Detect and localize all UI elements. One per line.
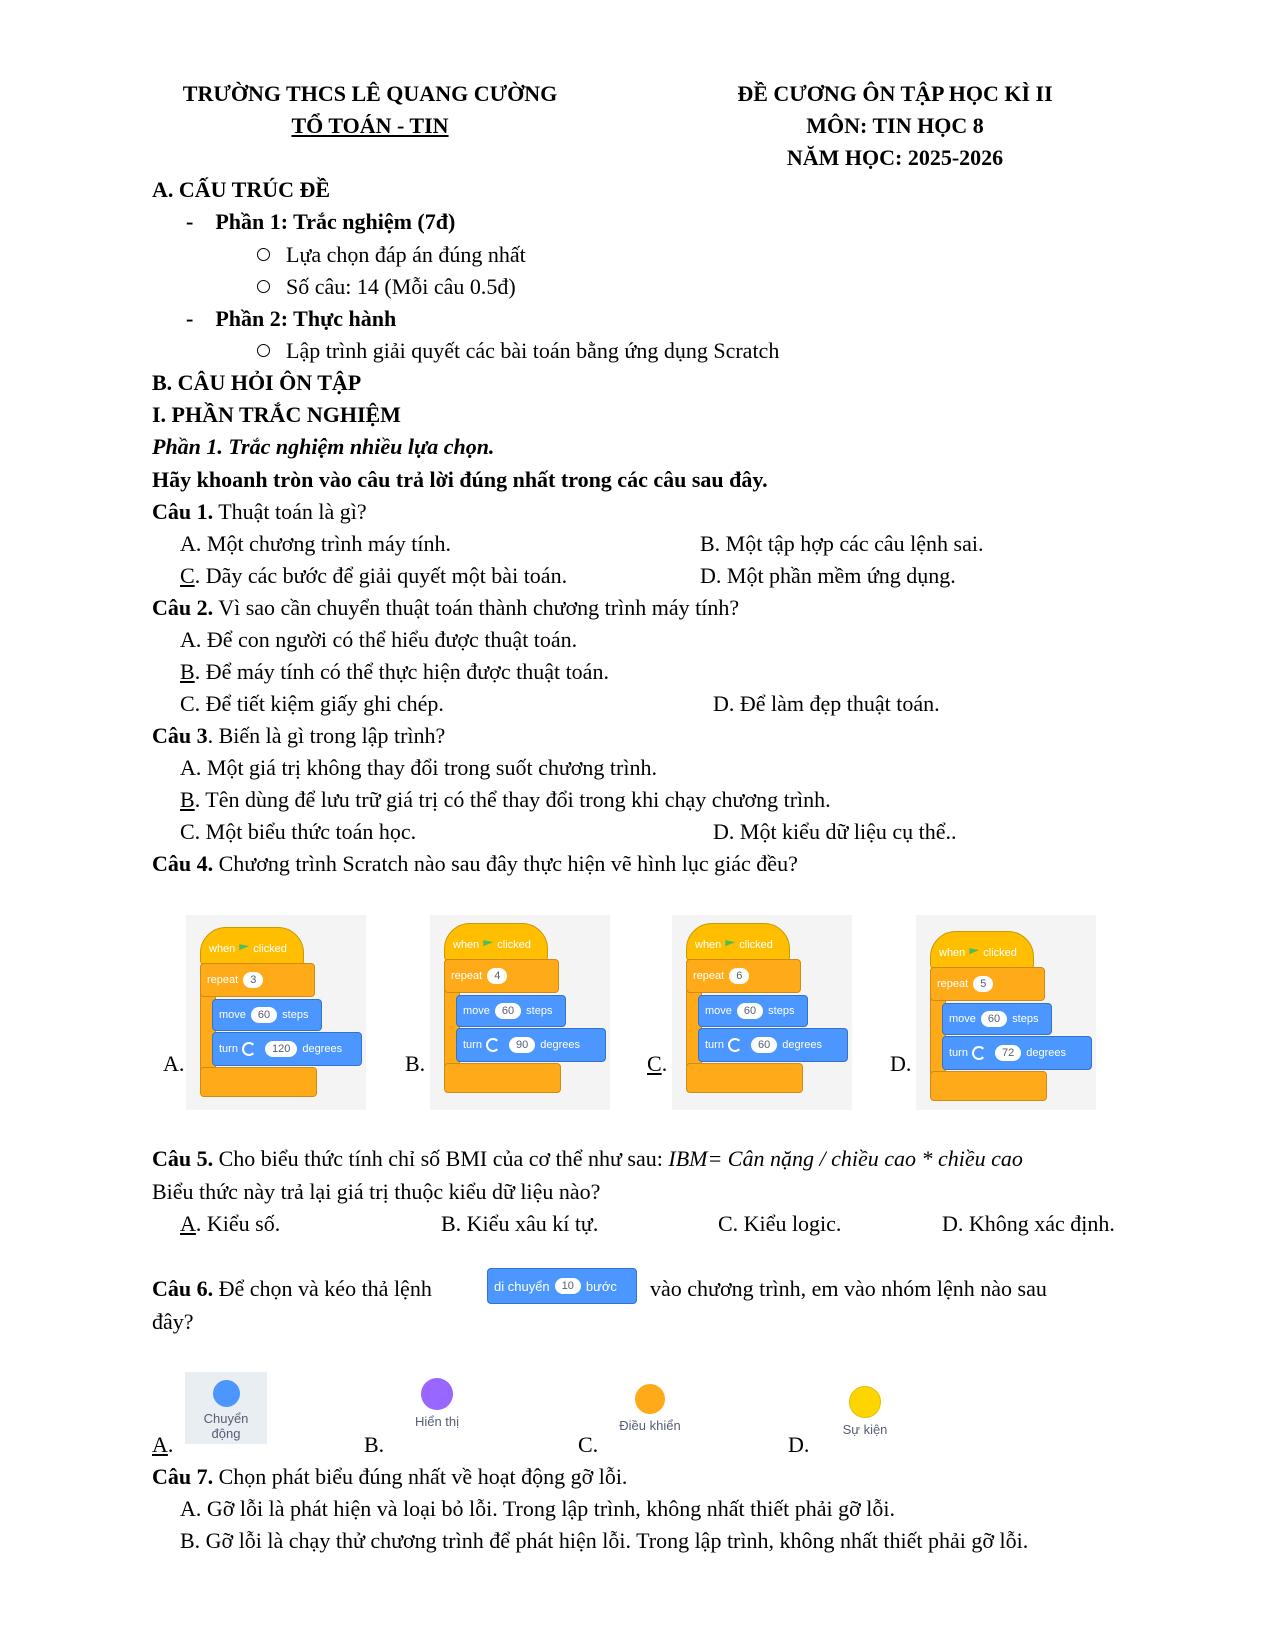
q2-option-a: A. Để con người có thể hiểu được thuật toán. bbox=[180, 627, 578, 652]
repeat-block: repeat 3 bbox=[200, 963, 315, 997]
q6-stem-cont: vào chương trình, em vào nhóm lệnh nào sau bbox=[650, 1276, 1047, 1301]
part1-item-1: Lựa chọn đáp án đúng nhất bbox=[257, 241, 526, 269]
when-flag-clicked-block: when clicked bbox=[930, 931, 1034, 969]
when-flag-clicked-block: when clicked bbox=[444, 923, 548, 961]
q4-label-b: B. bbox=[405, 1051, 426, 1076]
q5-option-a: A. Kiểu số. bbox=[180, 1211, 281, 1236]
q5-stem-line2: Biểu thức này trả lại giá trị thuộc kiểu dữ liệu nào? bbox=[152, 1179, 601, 1204]
category-motion[interactable]: Chuyển động bbox=[185, 1372, 267, 1444]
circle-bullet-icon bbox=[257, 344, 270, 357]
turn-block: turn 120 degrees bbox=[212, 1032, 362, 1066]
q7-stem: Câu 7. Chọn phát biểu đúng nhất về hoạt động gỡ lỗi. bbox=[152, 1464, 628, 1489]
green-flag-icon bbox=[483, 940, 493, 950]
q3-option-d: D. Một kiểu dữ liệu cụ thể.. bbox=[713, 819, 957, 844]
turn-block: turn 90 degrees bbox=[456, 1028, 606, 1062]
q4-label-d: D. bbox=[890, 1051, 912, 1076]
q6-label-b: B. bbox=[364, 1432, 385, 1457]
part-heading: Phần 1. Trắc nghiệm nhiều lựa chọn. bbox=[152, 434, 495, 459]
events-category-icon bbox=[849, 1386, 881, 1418]
q6-stem-line2: đây? bbox=[152, 1309, 194, 1334]
q4-stem: Câu 4. Chương trình Scratch nào sau đây thực hiện vẽ hình lục giác đều? bbox=[152, 851, 798, 876]
rotate-left-icon bbox=[972, 1046, 986, 1060]
department-name: TỔ TOÁN - TIN bbox=[291, 113, 449, 138]
green-flag-icon bbox=[725, 940, 735, 950]
q6-stem: Câu 6. Để chọn và kéo thả lệnh bbox=[152, 1276, 432, 1301]
control-category-icon bbox=[635, 1384, 665, 1414]
q3-option-c: C. Một biểu thức toán học. bbox=[180, 819, 417, 844]
when-flag-clicked-block: when clicked bbox=[686, 923, 790, 961]
part2-heading: - Phần 2: Thực hành bbox=[186, 306, 397, 331]
q7-option-b: B. Gỡ lỗi là chạy thử chương trình để phát hiện lỗi. Trong lập trình, không nhất thiết phải gỡ lỗi. bbox=[180, 1528, 1029, 1553]
category-control[interactable]: Điều khiển bbox=[605, 1384, 695, 1433]
q3-stem: Câu 3. Biến là gì trong lập trình? bbox=[152, 723, 446, 748]
motion-category-icon bbox=[213, 1380, 240, 1407]
move-steps-block: di chuyển 10 bước bbox=[487, 1268, 637, 1304]
q5-option-c: C. Kiểu logic. bbox=[718, 1211, 842, 1236]
q6-label-d: D. bbox=[788, 1432, 810, 1457]
scratch-script-c bbox=[672, 915, 852, 1110]
repeat-block: repeat 4 bbox=[444, 959, 559, 993]
move-block: move 60 steps bbox=[456, 995, 566, 1027]
q2-option-b: B. Để máy tính có thể thực hiện được thuật toán. bbox=[180, 659, 609, 684]
turn-block: turn 60 degrees bbox=[698, 1028, 848, 1062]
circle-bullet-icon bbox=[257, 248, 270, 261]
part2-item-1: Lập trình giải quyết các bài toán bằng ứng dụng Scratch bbox=[257, 337, 779, 365]
part1-heading: - Phần 1: Trắc nghiệm (7đ) bbox=[186, 209, 456, 234]
q1-option-a: A. Một chương trình máy tính. bbox=[180, 531, 452, 556]
rotate-left-icon bbox=[728, 1038, 742, 1052]
looks-category-icon bbox=[421, 1378, 453, 1410]
q7-option-a: A. Gỡ lỗi là phát hiện và loại bỏ lỗi. Trong lập trình, không nhất thiết phải gỡ lỗi. bbox=[180, 1496, 895, 1521]
q2-option-c: C. Để tiết kiệm giấy ghi chép. bbox=[180, 691, 444, 716]
section-b-sub: I. PHẦN TRẮC NGHIỆM bbox=[152, 402, 401, 427]
part1-item-2: Số câu: 14 (Mỗi câu 0.5đ) bbox=[257, 273, 516, 301]
section-a-title: A. CẤU TRÚC ĐỀ bbox=[152, 177, 331, 202]
circle-bullet-icon bbox=[257, 280, 270, 293]
scratch-script-a bbox=[186, 915, 366, 1110]
green-flag-icon bbox=[239, 944, 249, 954]
category-looks[interactable]: Hiển thị bbox=[392, 1378, 482, 1429]
q3-option-b: B. Tên dùng để lưu trữ giá trị có thể thay đổi trong khi chạy chương trình. bbox=[180, 787, 831, 812]
when-flag-clicked-block: when clicked bbox=[200, 927, 304, 965]
section-b-title: B. CÂU HỎI ÔN TẬP bbox=[152, 370, 362, 395]
school-year: NĂM HỌC: 2025-2026 bbox=[786, 145, 1004, 170]
q1-stem: Câu 1. Thuật toán là gì? bbox=[152, 499, 367, 524]
turn-block: turn 72 degrees bbox=[942, 1036, 1092, 1070]
q1-option-c: C. Dãy các bước để giải quyết một bài toán. bbox=[180, 563, 568, 588]
q5-option-d: D. Không xác định. bbox=[942, 1211, 1115, 1236]
q1-option-b: B. Một tập hợp các câu lệnh sai. bbox=[700, 531, 984, 556]
q2-stem: Câu 2. Vì sao cần chuyển thuật toán thành chương trình máy tính? bbox=[152, 595, 740, 620]
rotate-left-icon bbox=[242, 1042, 256, 1056]
instruction: Hãy khoanh tròn vào câu trả lời đúng nhất trong các câu sau đây. bbox=[152, 467, 768, 492]
q2-option-d: D. Để làm đẹp thuật toán. bbox=[713, 691, 940, 716]
category-events[interactable]: Sự kiện bbox=[820, 1386, 910, 1437]
scratch-script-d bbox=[916, 915, 1096, 1110]
doc-title: ĐỀ CƯƠNG ÔN TẬP HỌC KÌ II bbox=[737, 81, 1053, 106]
q5-stem: Câu 5. Cho biểu thức tính chỉ số BMI của cơ thể như sau: IBM= Cân nặng / chiều cao * chiều cao bbox=[152, 1146, 1023, 1171]
q4-label-a: A. bbox=[163, 1051, 185, 1076]
subject: MÔN: TIN HỌC 8 bbox=[806, 113, 984, 138]
move-block: move 60 steps bbox=[942, 1003, 1052, 1035]
repeat-block: repeat 6 bbox=[686, 959, 801, 993]
rotate-left-icon bbox=[486, 1038, 500, 1052]
repeat-block: repeat 5 bbox=[930, 967, 1045, 1001]
q6-label-c: C. bbox=[578, 1432, 599, 1457]
q5-option-b: B. Kiểu xâu kí tự. bbox=[441, 1211, 599, 1236]
q3-option-a: A. Một giá trị không thay đổi trong suốt chương trình. bbox=[180, 755, 657, 780]
green-flag-icon bbox=[969, 948, 979, 958]
q1-option-d: D. Một phần mềm ứng dụng. bbox=[700, 563, 956, 588]
move-block: move 60 steps bbox=[698, 995, 808, 1027]
q4-label-c: C. bbox=[647, 1051, 668, 1076]
school-name: TRƯỜNG THCS LÊ QUANG CƯỜNG bbox=[182, 81, 558, 106]
scratch-script-b bbox=[430, 915, 610, 1110]
q6-label-a: A. bbox=[152, 1432, 174, 1457]
move-block: move 60 steps bbox=[212, 999, 322, 1031]
